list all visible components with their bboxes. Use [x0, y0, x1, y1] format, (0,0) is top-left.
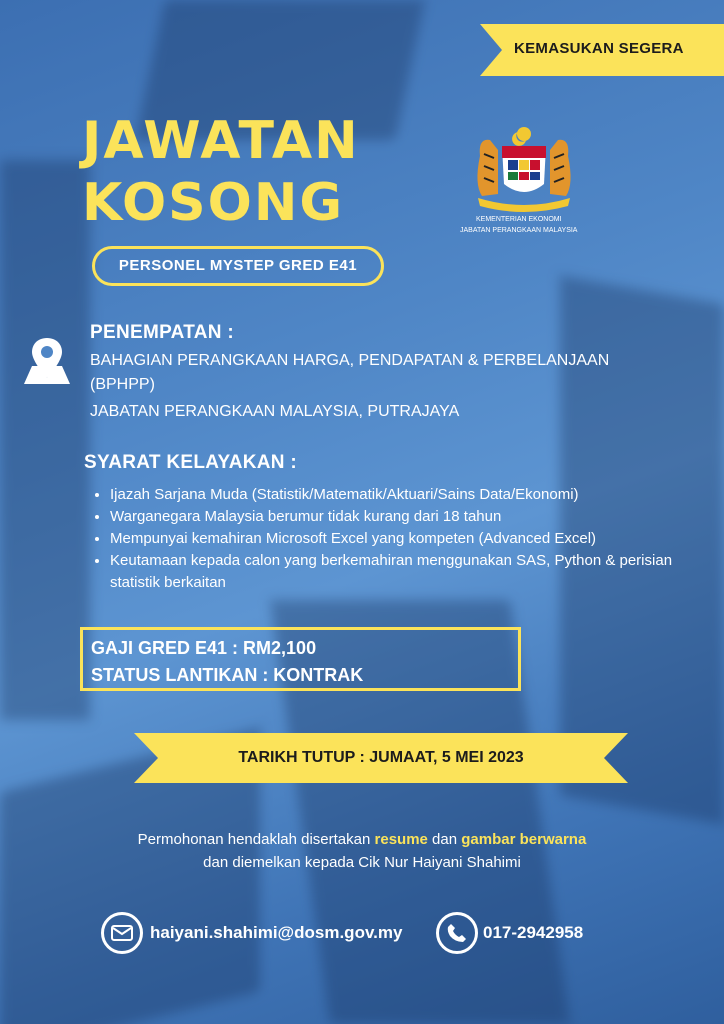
malaysia-coat-of-arms-icon	[468, 124, 580, 214]
placement-line-3: JABATAN PERANGKAAN MALAYSIA, PUTRAJAYA	[90, 403, 460, 420]
photo-highlight: gambar berwarna	[461, 831, 587, 848]
location-pin-icon	[22, 336, 72, 386]
email-link[interactable]: haiyani.shahimi@dosm.gov.my	[150, 923, 403, 942]
list-item: • Warganegara Malaysia berumur tidak kurang dari 18 tahun	[110, 506, 710, 528]
requirements-heading: SYARAT KELAYAKAN :	[84, 452, 298, 473]
crest-line-2: JABATAN PERANGKAAN MALAYSIA	[460, 227, 578, 234]
phone-icon	[447, 923, 467, 943]
immediate-entry-label: KEMASUKAN SEGERA	[514, 40, 684, 57]
placement-line-2: (BPHPP)	[90, 376, 155, 393]
closing-date-label: TARIKH TUTUP : JUMAAT, 5 MEI 2023	[238, 749, 524, 766]
requirements-list	[96, 484, 710, 594]
placement-line-1: BAHAGIAN PERANGKAAN HARGA, PENDAPATAN & PERBELANJAAN	[90, 352, 610, 369]
phone-icon-circle	[436, 912, 478, 954]
page-title	[82, 110, 360, 234]
phone-link[interactable]: 017-2942958	[483, 923, 584, 942]
list-item: • Ijazah Sarjana Muda (Statistik/Matematik/Aktuari/Sains Data/Ekonomi)	[110, 484, 710, 506]
crest-line-1: KEMENTERIAN EKONOMI	[476, 216, 562, 223]
email-icon-circle	[101, 912, 143, 954]
title-line-1: JAWATAN	[82, 111, 360, 171]
resume-highlight: resume	[374, 831, 428, 848]
list-item: • Mempunyai kemahiran Microsoft Excel yang kompeten (Advanced Excel)	[110, 528, 710, 550]
application-note-line-2: dan diemelkan kepada Cik Nur Haiyani Shahimi	[203, 854, 521, 871]
salary-line: GAJI GRED E41 : RM2,100	[91, 638, 317, 658]
application-note: Permohonan hendaklah disertakan resume dan gambar berwarna	[137, 831, 587, 848]
title-line-2: KOSONG	[82, 173, 345, 233]
appointment-status-line: STATUS LANTIKAN : KONTRAK	[91, 665, 364, 685]
position-pill: PERSONEL MYSTEP GRED E41	[92, 246, 384, 286]
placement-heading: PENEMPATAN :	[90, 322, 234, 343]
envelope-icon	[111, 925, 133, 941]
salary-box	[80, 627, 521, 691]
list-item: • Keutamaan kepada calon yang berkemahiran menggunakan SAS, Python & perisian statistik berkaitan	[110, 550, 680, 594]
